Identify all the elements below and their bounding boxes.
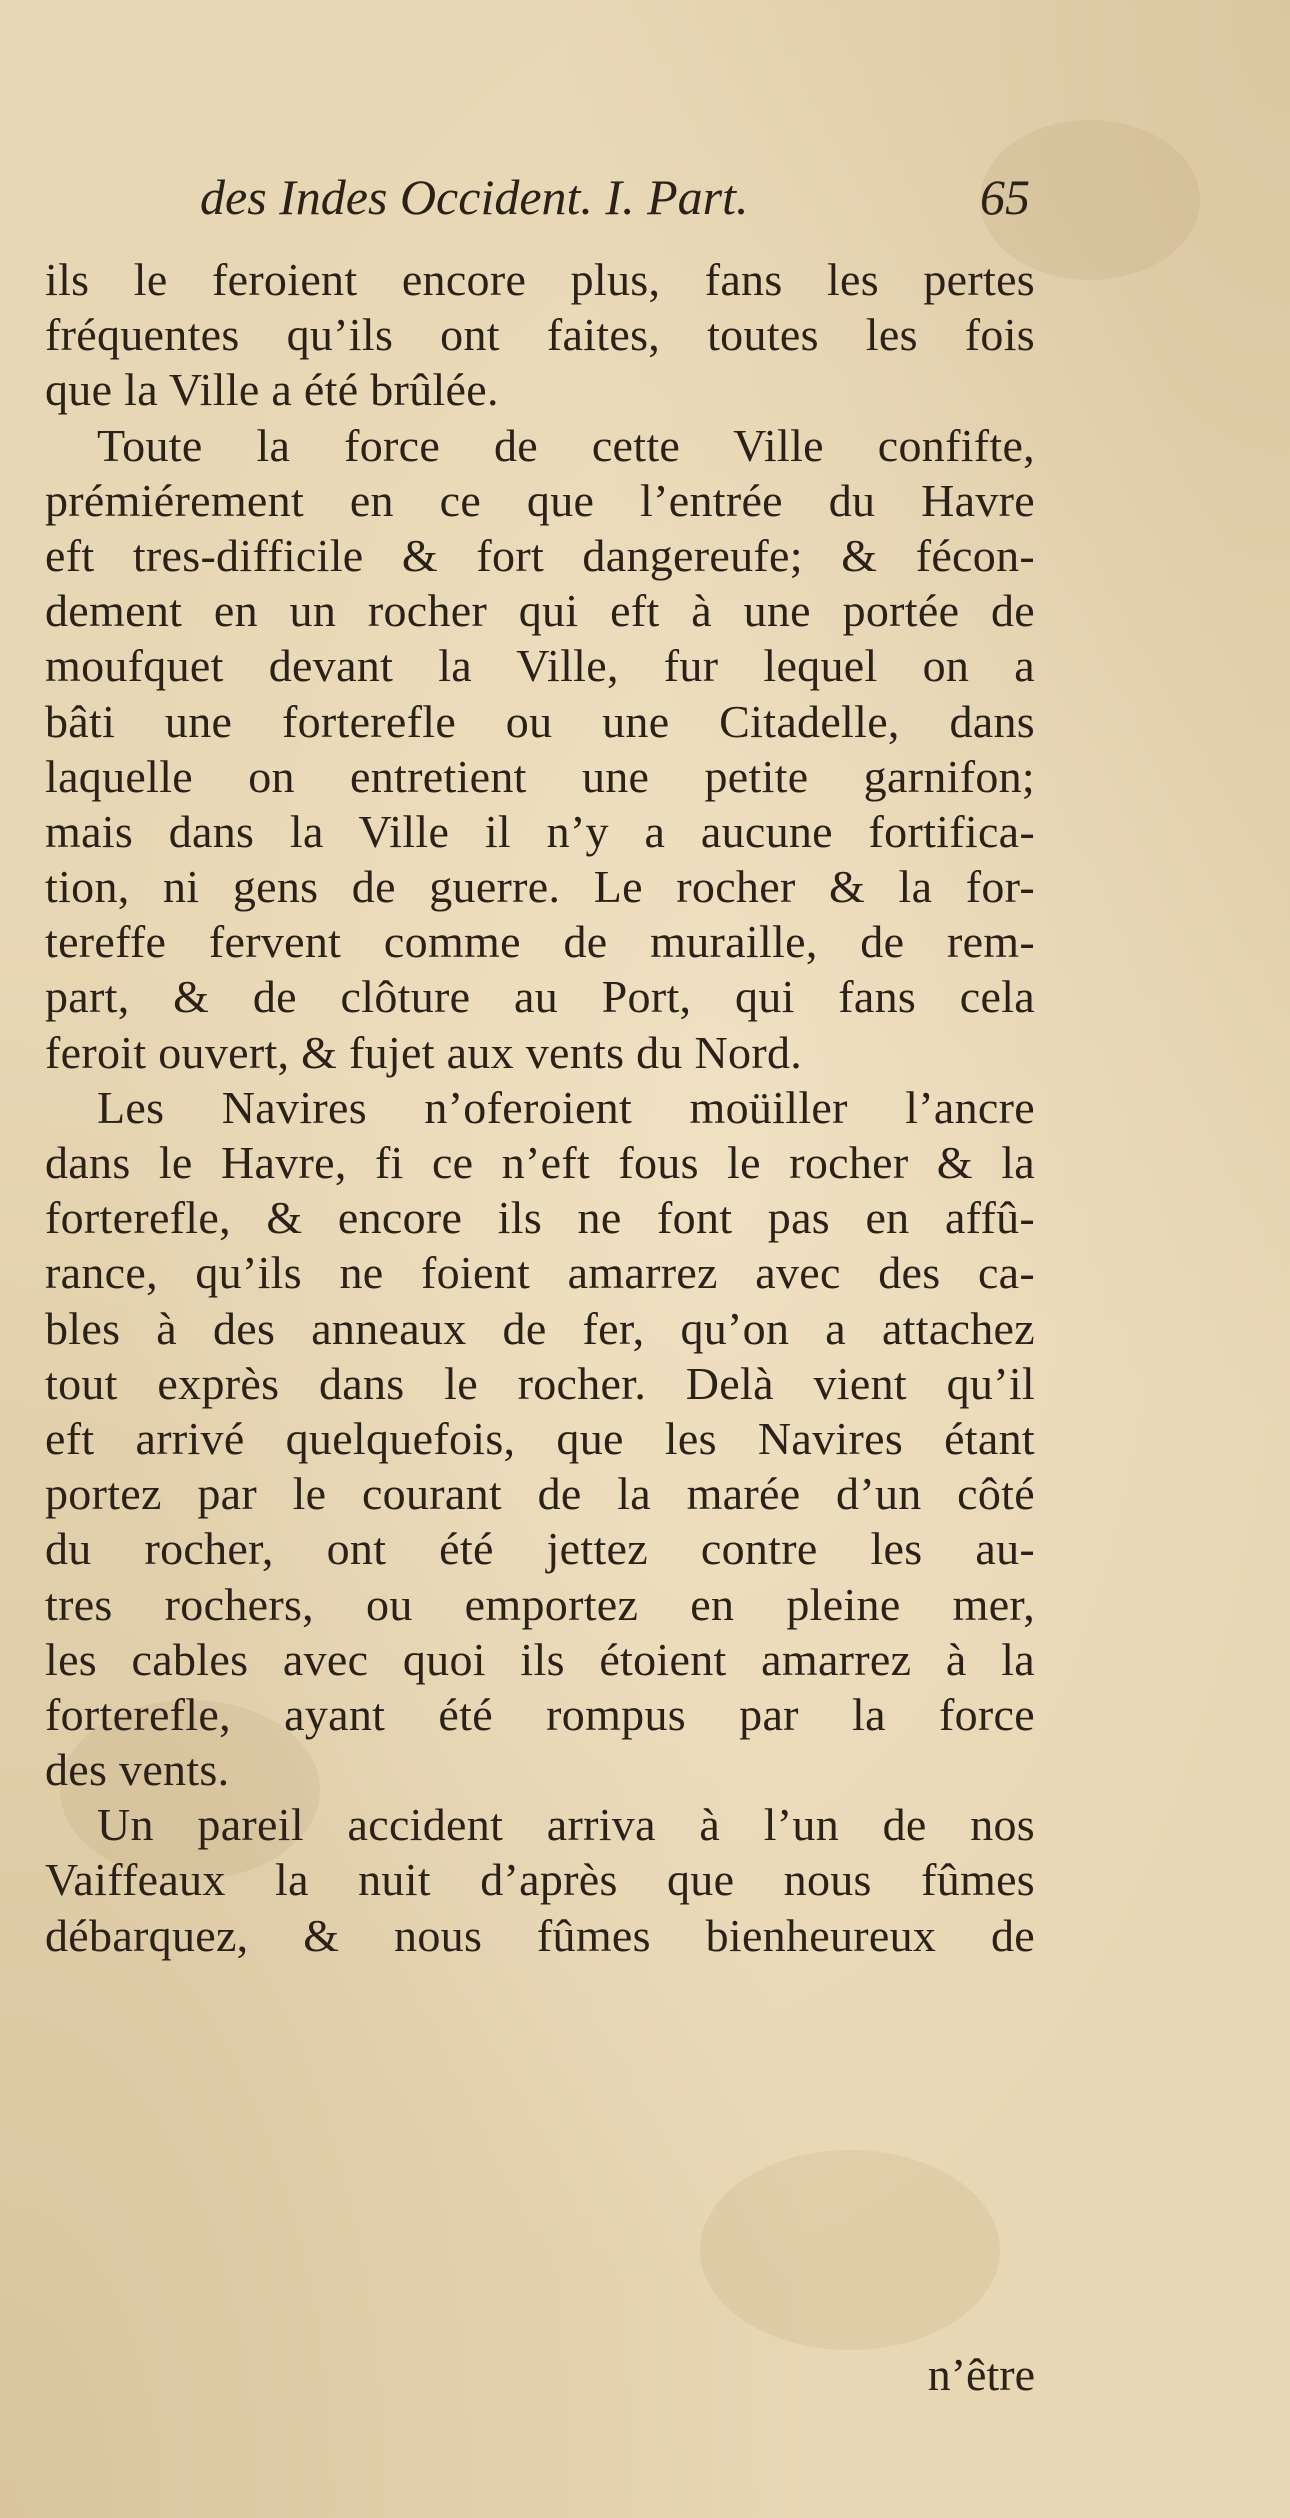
text-line: feroit ouvert, & fujet aux vents du Nord. xyxy=(45,1026,803,1078)
catchword: n’être xyxy=(927,2349,1035,2400)
text-line: tout exprès dans le rocher. Delà vient qu’il xyxy=(45,1357,1035,1409)
text-line: débarquez, & nous fûmes bienheureux de xyxy=(45,1909,1035,1961)
text-line: ils le feroient encore plus, fans les pertes xyxy=(45,254,1035,305)
paper-stain xyxy=(700,2150,1000,2350)
text-line: bâti une forterefle ou une Citadelle, dans xyxy=(45,695,1035,747)
text-line: Toute la force de cette Ville confifte, xyxy=(97,419,1035,471)
text-line: Les Navires n’oferoient moüiller l’ancre xyxy=(97,1081,1035,1133)
text-line: fréquentes qu’ils ont faites, toutes les fois xyxy=(45,309,1035,361)
text-line: tres rochers, ou emportez en pleine mer, xyxy=(45,1578,1035,1630)
text-line: des vents. xyxy=(45,1744,230,1796)
text-line: rance, qu’ils ne foient amarrez avec des ca- xyxy=(45,1247,1035,1299)
text-line: Vaiffeaux la nuit d’après que nous fûmes xyxy=(45,1854,1035,1906)
text-line: portez par le courant de la marée d’un côté xyxy=(45,1468,1035,1520)
text-line: tereffe fervent comme de muraille, de rem- xyxy=(45,916,1035,968)
text-line: laquelle on entretient une petite garnifon; xyxy=(45,750,1035,802)
body-text xyxy=(45,252,1035,1963)
text-line: tion, ni gens de guerre. Le rocher & la for- xyxy=(45,861,1035,913)
text-line: que la Ville a été brûlée. xyxy=(45,364,499,416)
running-head xyxy=(200,168,1030,238)
text-line: forterefle, & encore ils ne font pas en affû- xyxy=(45,1192,1035,1244)
text-line: dement en un rocher qui eft à une portée de xyxy=(45,585,1035,637)
text-line: du rocher, ont été jettez contre les au- xyxy=(45,1523,1035,1575)
text-line: moufquet devant la Ville, fur lequel on a xyxy=(45,640,1035,692)
page-number: 65 xyxy=(980,169,1030,225)
running-title: des Indes Occident. I. Part. xyxy=(200,169,749,225)
text-line: Un pareil accident arriva à l’un de nos xyxy=(97,1799,1035,1851)
text-line: bles à des anneaux de fer, qu’on a attachez xyxy=(45,1302,1035,1354)
text-line: part, & de clôture au Port, qui fans cela xyxy=(45,971,1035,1023)
text-line: mais dans la Ville il n’y a aucune fortifica- xyxy=(45,805,1035,857)
text-line: eft arrivé quelquefois, que les Navires étant xyxy=(45,1412,1035,1464)
text-line: dans le Havre, fi ce n’eft fous le rocher & la xyxy=(45,1137,1035,1188)
text-line: forterefle, ayant été rompus par la force xyxy=(45,1688,1035,1740)
text-line: eft tres-difficile & fort dangereufe; & fécon- xyxy=(45,529,1035,581)
text-line: les cables avec quoi ils étoient amarrez à la xyxy=(45,1633,1035,1685)
text-line: prémiérement en ce que l’entrée du Havre xyxy=(45,474,1035,526)
